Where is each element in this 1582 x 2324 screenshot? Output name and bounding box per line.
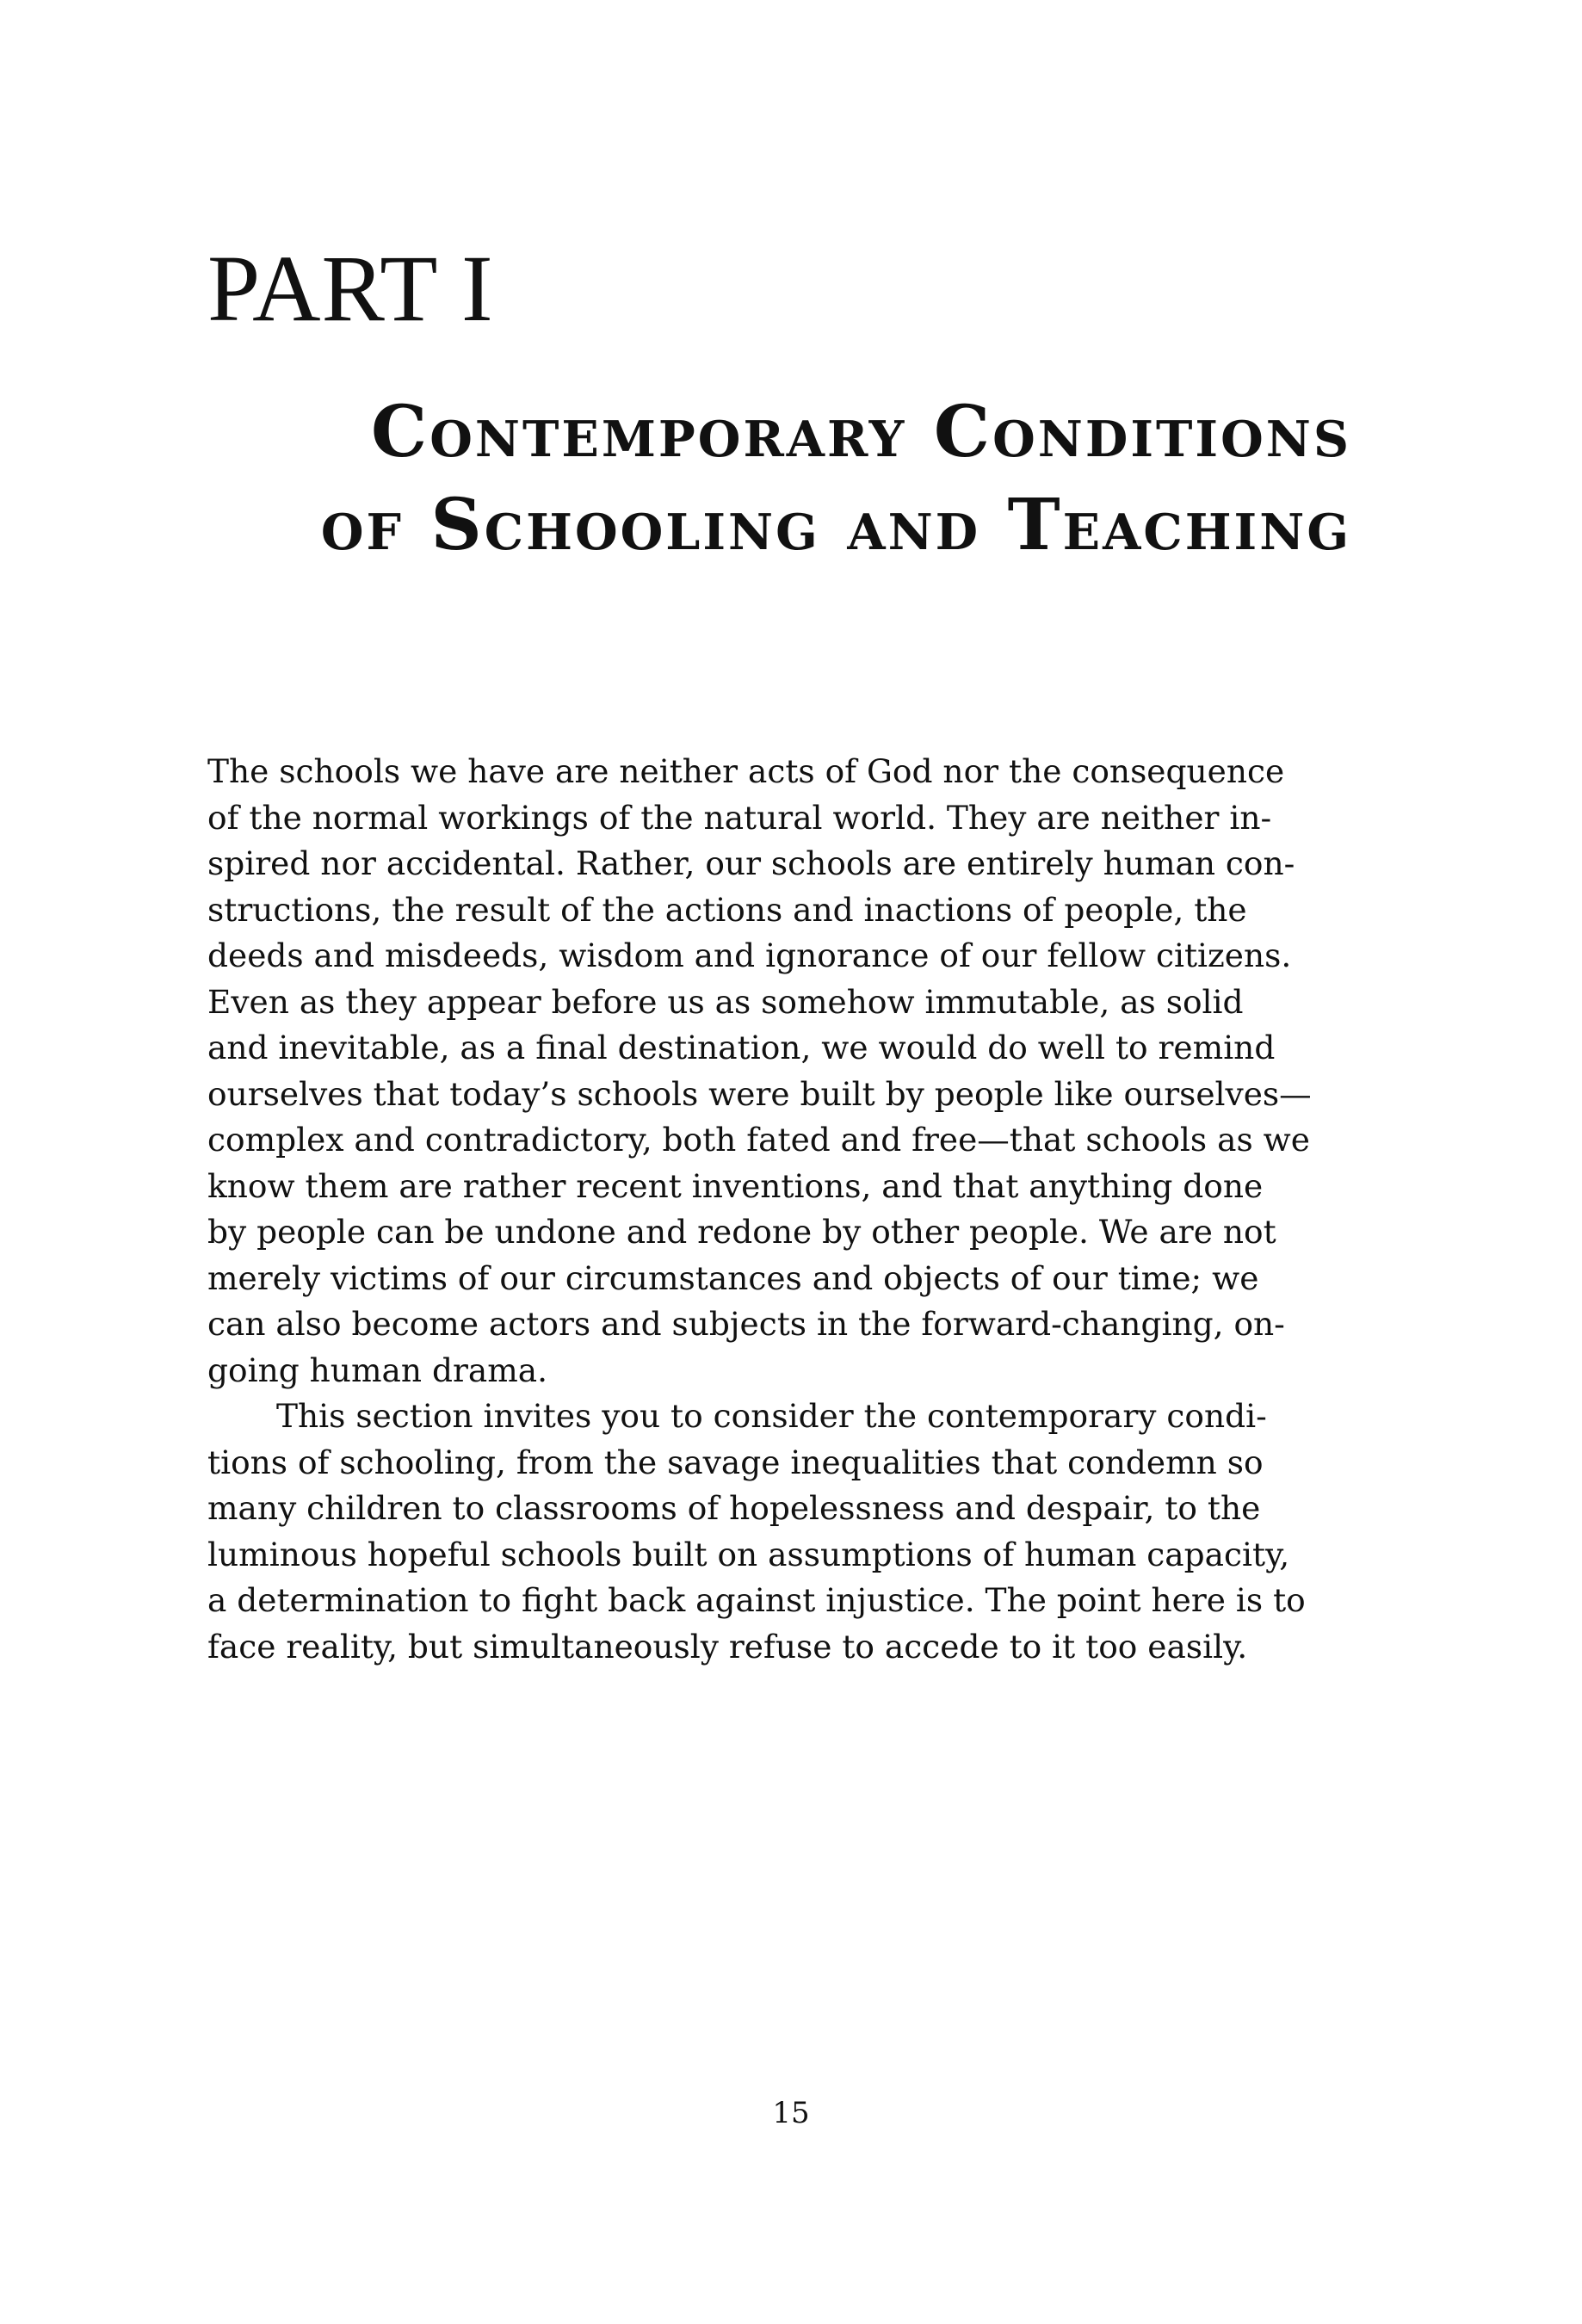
chapter-title	[321, 386, 1351, 572]
text-line: luminous hopeful schools built on assumptions of human capacity,	[207, 1535, 1290, 1573]
text-line: tions of schooling, from the savage inequalities that condemn so	[207, 1443, 1264, 1481]
chapter-title-line-2: of Schooling and Teaching	[320, 484, 1351, 566]
text-line: structions, the result of the actions and inactions of people, the	[207, 890, 1247, 929]
text-line: complex and contradictory, both fated and free—that schools as we	[207, 1121, 1310, 1159]
text-line: Even as they appear before us as somehow immutable, as solid	[207, 982, 1244, 1021]
text-line: many children to classrooms of hopelessness and despair, to the	[207, 1489, 1261, 1527]
text-line: ourselves that today’s schools were built by people like ourselves—	[207, 1074, 1312, 1113]
chapter-title-line-1: Contemporary Conditions	[370, 391, 1351, 473]
text-line: face reality, but simultaneously refuse to accede to it too easily.	[207, 1627, 1248, 1666]
text-line: This section invites you to consider the contemporary condi-	[276, 1397, 1267, 1435]
page-number: 15	[772, 2096, 810, 2130]
text-line: a determination to fight back against injustice. The point here is to	[207, 1581, 1306, 1619]
paragraph-1	[207, 749, 1361, 1394]
text-line: know them are rather recent inventions, and that anything done	[207, 1166, 1264, 1205]
part-title: PART I	[207, 236, 494, 341]
text-line: and inevitable, as a final destination, we would do well to remind	[207, 1029, 1276, 1066]
text-line: deeds and misdeeds, wisdom and ignorance of our fellow citizens.	[207, 936, 1292, 974]
text-line: spired nor accidental. Rather, our schools are entirely human con-	[207, 844, 1295, 882]
text-line: merely victims of our circumstances and objects of our time; we	[207, 1258, 1259, 1297]
text-line: by people can be undone and redone by other people. We are not	[207, 1213, 1276, 1251]
text-line: of the normal workings of the natural world. They are neither in-	[207, 798, 1272, 837]
text-line: The schools we have are neither acts of God nor the consequence	[207, 752, 1285, 790]
text-line: going human drama.	[207, 1351, 548, 1389]
text-line: can also become actors and subjects in the forward-changing, on-	[207, 1305, 1285, 1343]
body-text	[207, 749, 1361, 1670]
paragraph-2	[207, 1394, 1361, 1670]
